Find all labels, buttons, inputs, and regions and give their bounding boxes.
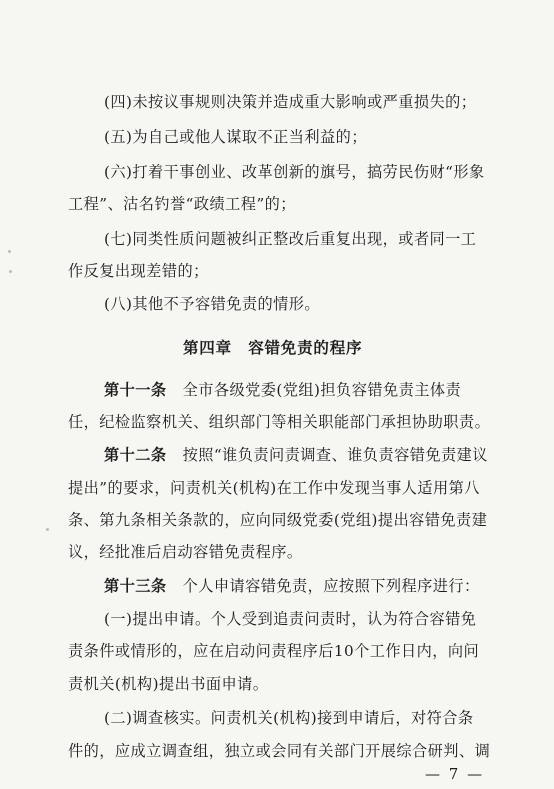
article-13-line-4: 责机关(机构)提出书面申请。 <box>68 675 269 693</box>
article-13-line-6: 件的，应成立调查组，独立或会同有关部门开展综合研判、调 <box>68 742 491 760</box>
article-13-label: 第十三条 <box>104 577 167 595</box>
article-13-line-3: 责条件或情形的，应在启动问责程序后10个工作日内，向问 <box>68 642 480 660</box>
article-13-line-2: (一)提出申请。个人受到追责问责时，认为符合容错免 <box>104 610 477 628</box>
page-number: — 7 — <box>425 765 485 783</box>
article-13-text-1: 个人申请容错免责，应按照下列程序进行： <box>182 577 480 595</box>
article-11-line-2: 任，纪检监察机关、组织部门等相关职能部门承担协助职责。 <box>68 413 491 431</box>
article-11-label: 第十一条 <box>104 381 167 399</box>
chapter-heading: 第四章 容错免责的程序 <box>183 338 363 357</box>
article-11-line-1 <box>104 381 461 399</box>
article-11-text-1: 全市各级党委(党组)担负容错免责主体责 <box>182 381 462 399</box>
article-12-line-3: 条、第九条相关条款的，应向同级党委(党组)提出容错免责建 <box>68 511 488 529</box>
article-12-line-4: 议，经批准后启动容错免责程序。 <box>68 543 303 561</box>
item-8-line: (八)其他不予容错免责的情形。 <box>104 295 321 313</box>
article-13-line-1 <box>104 577 480 595</box>
scan-speck <box>8 250 11 253</box>
item-7-line: (七)同类性质问题被纠正整改后重复出现，或者同一工 <box>104 230 477 248</box>
item-6-line: (六)打着干事创业、改革创新的旗号，搞劳民伤财“形象 <box>104 163 485 181</box>
scan-speck <box>9 270 12 273</box>
article-12-line-1 <box>104 446 488 464</box>
article-12-text-1: 按照“谁负责问责调查、谁负责容错免责建议 <box>182 446 488 464</box>
scan-speck <box>46 528 49 531</box>
item-7-line-cont: 作反复出现差错的； <box>68 262 209 280</box>
article-12-line-2: 提出”的要求，问责机关(机构)在工作中发现当事人适用第八 <box>68 479 480 497</box>
article-12-label: 第十二条 <box>104 446 167 464</box>
article-13-line-5: (二)调查核实。问责机关(机构)接到申请后，对符合条 <box>104 709 474 727</box>
item-5-line: (五)为自己或他人谋取不正当利益的； <box>104 128 367 146</box>
item-4-line: (四)未按议事规则决策并造成重大影响或严重损失的； <box>104 93 477 111</box>
item-6-line-cont: 工程”、沽名钓誉“政绩工程”的； <box>68 195 296 213</box>
